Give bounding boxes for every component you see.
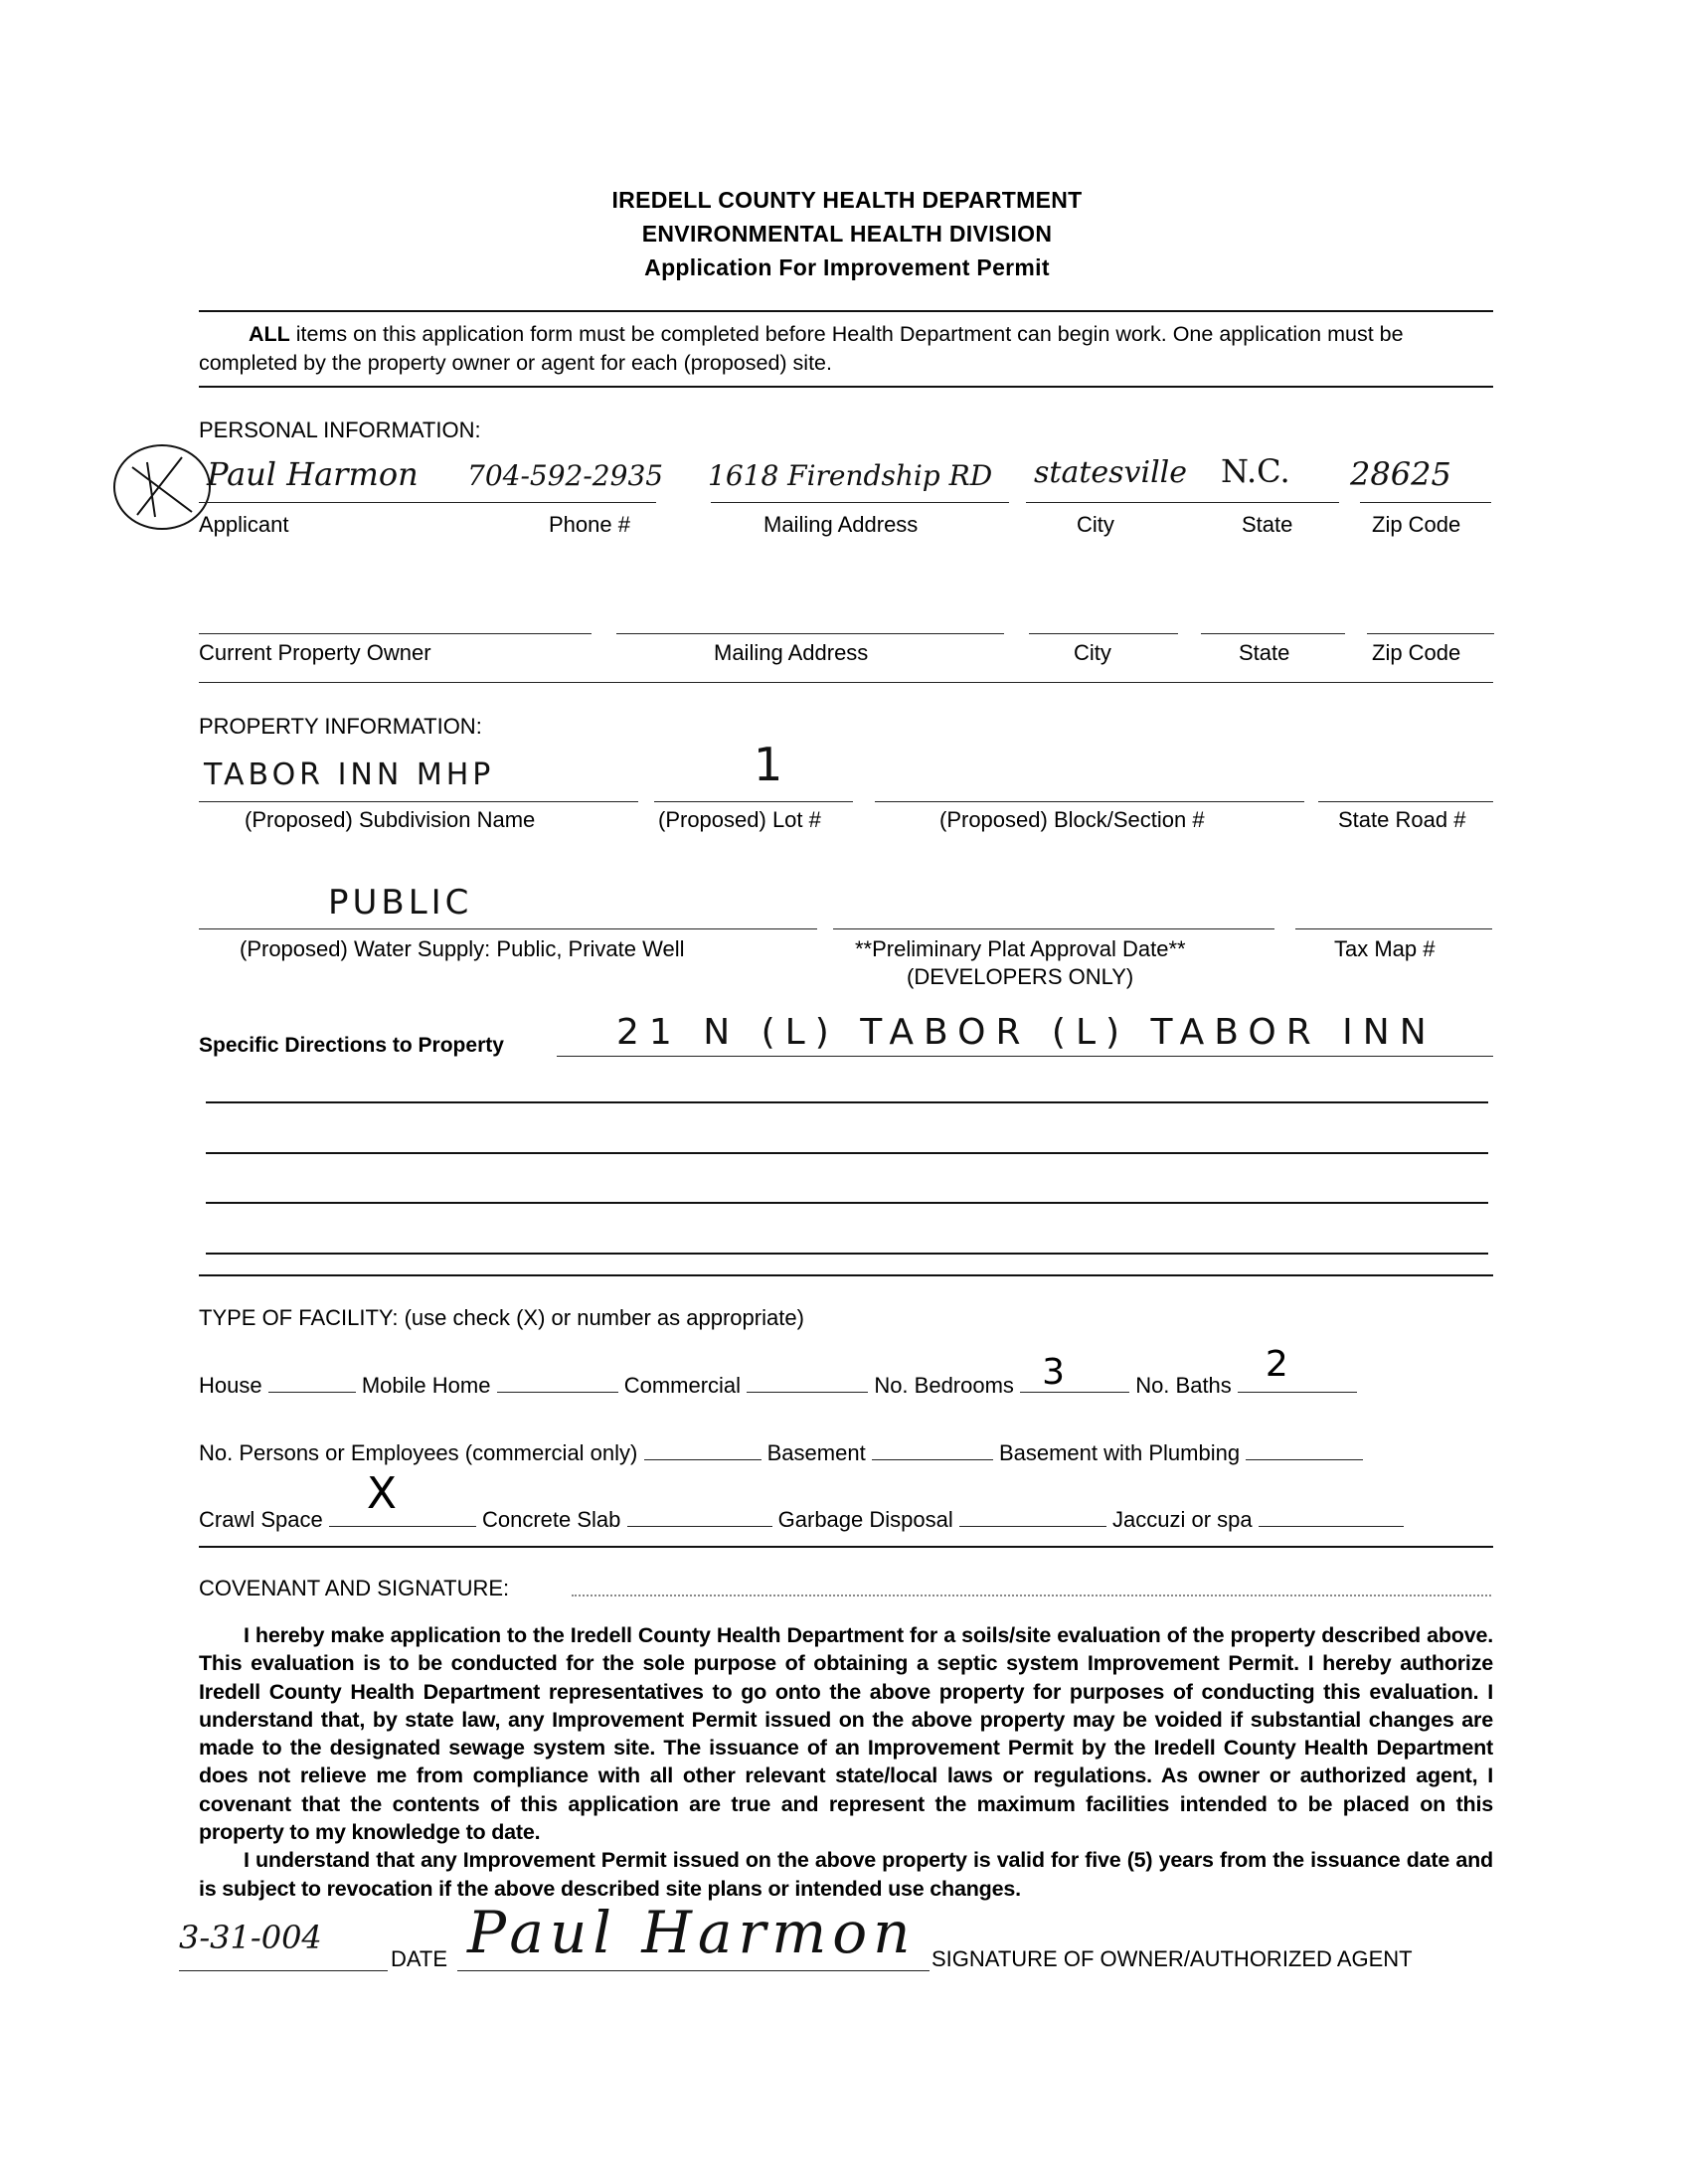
- facility-row-1: [199, 1344, 1493, 1399]
- covenant-heading: COVENANT AND SIGNATURE:: [199, 1576, 510, 1600]
- basement-plumbing-label: Basement with Plumbing: [998, 1440, 1241, 1465]
- lot-line: [654, 801, 853, 802]
- persons-label: No. Persons or Employees (commercial only): [199, 1440, 638, 1465]
- owner-state-line: [1201, 633, 1345, 634]
- city-label: City: [1077, 512, 1114, 537]
- state-road-label: State Road #: [1338, 807, 1466, 832]
- intro-body: items on this application form must be completed before Health Department can begin work. One application must be completed by the property owner or agent for each (proposed) site.: [199, 322, 1404, 375]
- baths-field[interactable]: [1238, 1344, 1357, 1393]
- phone-line: [469, 502, 656, 503]
- lot-label: (Proposed) Lot #: [658, 807, 821, 832]
- department-title: IREDELL COUNTY HEALTH DEPARTMENT: [611, 187, 1083, 213]
- covenant-paragraph-2: I understand that any Improvement Permit issued on the above property is valid for five (5) years from the issuance date and is subject to revocation if the above described site plans or intended use changes.: [199, 1848, 1493, 1901]
- directions-line: [557, 1056, 1493, 1057]
- basement-plumbing-field[interactable]: [1246, 1441, 1363, 1460]
- jaccuzi-field[interactable]: [1259, 1508, 1404, 1527]
- mobile-home-label: Mobile Home: [361, 1373, 491, 1398]
- covenant-paragraph-1: I hereby make application to the Iredell County Health Department for a soils/site evaluation of the property described above. This evaluation is to be conducted for the sole purpose of obtaining a septic system Improvement Permit. I hereby authorize Iredell County Health Department representatives to go onto the above property for purposes of conducting this evaluation. I understand that, by state law, any Improvement Permit issued on the above property may be voided if substantial changes are made to the designated sewage system site. The issuance of an Improvement Permit by the Iredell County Health Department does not relieve me from compliance with all other relevant state/local laws or regulations. As owner or authorized agent, I covenant that the contents of this application are true and represent the maximum facilities intended to be placed on this property to my knowledge to date.: [199, 1623, 1493, 1845]
- date-line: [179, 1970, 388, 1971]
- mailing-address-value[interactable]: 1618 Firendship RD: [708, 459, 993, 492]
- commercial-label: Commercial: [623, 1373, 742, 1398]
- tax-map-label: Tax Map #: [1334, 936, 1436, 961]
- state-label: State: [1242, 512, 1293, 537]
- block-label: (Proposed) Block/Section #: [939, 807, 1205, 832]
- crawl-space-field[interactable]: [329, 1468, 476, 1527]
- signature-line: [457, 1970, 930, 1971]
- house-label: House: [199, 1373, 262, 1398]
- owner-state-label: State: [1239, 640, 1290, 665]
- owner-address-label: Mailing Address: [714, 640, 869, 665]
- divider: [199, 682, 1493, 683]
- phone-label: Phone #: [549, 512, 630, 537]
- property-info-heading: PROPERTY INFORMATION:: [199, 714, 482, 739]
- bedrooms-label: No. Bedrooms: [874, 1373, 1014, 1398]
- directions-line: [206, 1101, 1488, 1103]
- persons-field[interactable]: [644, 1441, 762, 1460]
- intro-text: [199, 320, 1491, 378]
- phone-value[interactable]: 704-592-2935: [467, 459, 664, 492]
- personal-info-heading: PERSONAL INFORMATION:: [199, 418, 481, 442]
- tax-map-line: [1295, 928, 1492, 929]
- owner-line: [199, 633, 592, 634]
- owner-city-line: [1029, 633, 1178, 634]
- plat-note-label: (DEVELOPERS ONLY): [907, 964, 1134, 989]
- crawl-space-value: X: [366, 1468, 397, 1519]
- directions-line: [206, 1202, 1488, 1204]
- water-supply-label: (Proposed) Water Supply: Public, Private Well: [240, 936, 685, 961]
- mobile-home-field[interactable]: [497, 1374, 618, 1393]
- divider: [199, 310, 1493, 312]
- state-line: [1198, 502, 1339, 503]
- applicant-value[interactable]: Paul Harmon: [207, 455, 419, 493]
- basement-field[interactable]: [872, 1441, 993, 1460]
- city-line: [1026, 502, 1205, 503]
- mailing-address-label: Mailing Address: [763, 512, 919, 537]
- bedrooms-value: 3: [1042, 1352, 1065, 1393]
- facility-row-2: [199, 1440, 1493, 1466]
- directions-line: [206, 1253, 1488, 1255]
- directions-value[interactable]: 21 N (L) TABOR (L) TABOR INN: [616, 1012, 1437, 1053]
- water-supply-line: [199, 928, 817, 929]
- owner-zip-label: Zip Code: [1372, 640, 1461, 665]
- date-label: DATE: [391, 1946, 448, 1971]
- zip-value[interactable]: 28625: [1350, 455, 1451, 493]
- intro-bold-lead: ALL: [249, 322, 290, 346]
- subdivision-label: (Proposed) Subdivision Name: [245, 807, 536, 832]
- zip-line: [1360, 502, 1491, 503]
- water-supply-value[interactable]: PUBLIC: [328, 883, 473, 923]
- applicant-line: [199, 502, 487, 503]
- lot-value[interactable]: 1: [754, 738, 787, 791]
- house-field[interactable]: [268, 1374, 356, 1393]
- baths-label: No. Baths: [1135, 1373, 1232, 1398]
- divider: [199, 1274, 1493, 1276]
- concrete-slab-label: Concrete Slab: [481, 1507, 621, 1532]
- state-value[interactable]: N.C.: [1221, 452, 1290, 490]
- owner-zip-line: [1367, 633, 1494, 634]
- jaccuzi-label: Jaccuzi or spa: [1112, 1507, 1253, 1532]
- form-title: Application For Improvement Permit: [644, 254, 1050, 280]
- subdivision-value[interactable]: TABOR INN MHP: [204, 757, 495, 792]
- basement-label: Basement: [766, 1440, 866, 1465]
- owner-city-label: City: [1074, 640, 1111, 665]
- subdivision-line: [199, 801, 638, 802]
- signature-label: SIGNATURE OF OWNER/AUTHORIZED AGENT: [932, 1946, 1413, 1971]
- applicant-label: Applicant: [199, 512, 289, 537]
- divider: [199, 386, 1493, 388]
- signature-value[interactable]: Paul Harmon: [467, 1899, 917, 1966]
- mailing-address-line: [711, 502, 1009, 503]
- plat-date-line: [833, 928, 1274, 929]
- baths-value: 2: [1265, 1344, 1288, 1385]
- commercial-field[interactable]: [747, 1374, 868, 1393]
- bedrooms-field[interactable]: [1020, 1352, 1129, 1393]
- block-line: [875, 801, 1304, 802]
- directions-label: Specific Directions to Property: [199, 1034, 504, 1057]
- crawl-space-label: Crawl Space: [199, 1507, 323, 1532]
- garbage-disposal-field[interactable]: [959, 1508, 1106, 1527]
- date-value[interactable]: 3-31-004: [179, 1919, 322, 1956]
- facility-heading: TYPE OF FACILITY: (use check (X) or number as appropriate): [199, 1305, 804, 1330]
- garbage-disposal-label: Garbage Disposal: [777, 1507, 953, 1532]
- owner-label: Current Property Owner: [199, 640, 431, 665]
- city-value[interactable]: statesville: [1034, 455, 1188, 490]
- state-road-line: [1318, 801, 1493, 802]
- division-title: ENVIRONMENTAL HEALTH DIVISION: [641, 221, 1053, 247]
- plat-date-label: **Preliminary Plat Approval Date**: [855, 936, 1186, 961]
- owner-address-line: [616, 633, 1004, 634]
- divider: [199, 1546, 1493, 1548]
- zip-label: Zip Code: [1372, 512, 1461, 537]
- dotted-leader: [572, 1595, 1491, 1596]
- facility-row-3: [199, 1468, 1493, 1533]
- covenant-text: [199, 1621, 1493, 1903]
- concrete-slab-field[interactable]: [627, 1508, 772, 1527]
- directions-line: [206, 1152, 1488, 1154]
